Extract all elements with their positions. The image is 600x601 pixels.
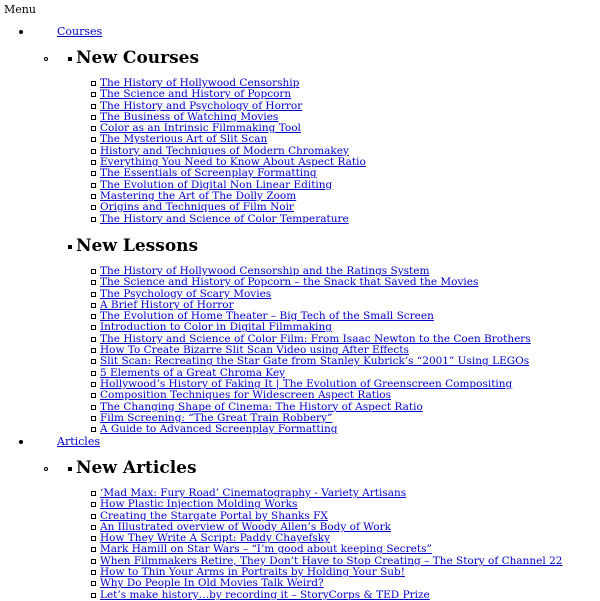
lesson-link[interactable]: The Science and History of Popcorn – the Snack that Saved the Movies [100,276,479,289]
lesson-link[interactable]: Composition Techniques for Widescreen Aspect Ratios [100,389,392,402]
bullet-icon [19,440,23,444]
square-bullet-icon [68,245,72,249]
lesson-link[interactable]: The Psychology of Scary Movies [100,287,272,300]
article-link[interactable]: Creating the Stargate Portal by Shanks FX [100,509,328,522]
lesson-link[interactable]: Introduction to Color in Digital Filmmaking [100,321,332,334]
lesson-link[interactable]: The History and Science of Color Film: From Isaac Newton to the Coen Brothers [100,332,531,345]
course-link[interactable]: The History and Psychology of Horror [100,99,303,112]
lesson-link[interactable]: The Changing Shape of Cinema: The History of Aspect Ratio [100,400,423,413]
new-courses-list [100,78,366,225]
lesson-link[interactable]: Film Screening: “The Great Train Robbery” [100,411,333,424]
course-link[interactable]: History and Techniques of Modern Chromakey [100,144,349,157]
article-link[interactable]: Why Do People In Old Movies Talk Weird? [100,577,324,590]
article-link[interactable]: Mark Hamill on Star Wars – “I’m good about keeping Secrets” [100,543,432,556]
bullet-icon [19,30,23,34]
article-link[interactable]: Let’s make history…by recording it – StoryCorps & TED Prize [100,588,430,601]
course-link[interactable]: The Mysterious Art of Slit Scan [100,133,268,146]
course-link[interactable]: Everything You Need to Know About Aspect Ratio [100,156,366,169]
article-link[interactable]: An Illustrated overview of Woody Allen’s Body of Work [100,520,391,533]
article-link[interactable]: When Filmmakers Retire, They Don’t Have to Stop Creating – The Story of Channel 22 [100,554,563,567]
heading-new-lessons: New Lessons [76,236,199,256]
course-link[interactable]: The Evolution of Digital Non Linear Editing [100,178,333,191]
course-link[interactable]: The History of Hollywood Censorship [100,77,300,89]
list-item [100,424,531,435]
lesson-link[interactable]: A Brief History of Horror [100,298,234,311]
circle-bullet-icon [44,57,48,61]
article-link[interactable]: How They Write A Script: Paddy Chayefsky [100,532,331,545]
article-link[interactable]: ‘Mad Max: Fury Road’ Cinematography - Variety Artisans [100,487,407,499]
course-link[interactable]: Color as an Intrinsic Filmmaking Tool [100,122,301,135]
course-link[interactable]: The Science and History of Popcorn [100,88,292,101]
heading-new-articles: New Articles [76,458,197,478]
article-link[interactable]: How to Thin Your Arms in Portraits by Holding Your Sub! [100,566,405,579]
menu-label: Menu [4,3,36,16]
lesson-link[interactable]: The History of Hollywood Censorship and the Ratings System [100,265,430,277]
lesson-link[interactable]: 5 Elements of a Great Chroma Key [100,366,286,379]
nav-link-courses[interactable]: Courses [57,25,103,38]
lesson-link[interactable]: Slit Scan: Recreating the Star Gate from Stanley Kubrick’s “2001” Using LEGOs [100,355,530,368]
course-link[interactable]: The Business of Watching Movies [100,110,279,123]
list-item [100,214,366,225]
list-item [100,590,562,601]
lesson-link[interactable]: A Guide to Advanced Screenplay Formatting [100,423,338,436]
course-link[interactable]: Origins and Techniques of Film Noir [100,201,294,214]
new-lessons-list [100,266,531,435]
square-bullet-icon [68,467,72,471]
course-link[interactable]: The Essentials of Screenplay Formatting [100,167,317,180]
lesson-link[interactable]: The Evolution of Home Theater – Big Tech of the Small Screen [100,310,434,323]
heading-new-courses: New Courses [76,48,200,68]
lesson-link[interactable]: How To Create Bizarre Slit Scan Video using After Effects [100,344,409,357]
new-articles-list [100,488,562,601]
article-link[interactable]: How Plastic Injection Molding Works [100,498,298,511]
lesson-link[interactable]: Hollywood’s History of Faking It | The Evolution of Greenscreen Compositing [100,377,513,390]
nav-link-articles[interactable]: Articles [57,435,100,448]
course-link[interactable]: Mastering the Art of The Dolly Zoom [100,189,297,202]
square-bullet-icon [68,57,72,61]
circle-bullet-icon [44,467,48,471]
course-link[interactable]: The History and Science of Color Temperature [100,212,349,225]
